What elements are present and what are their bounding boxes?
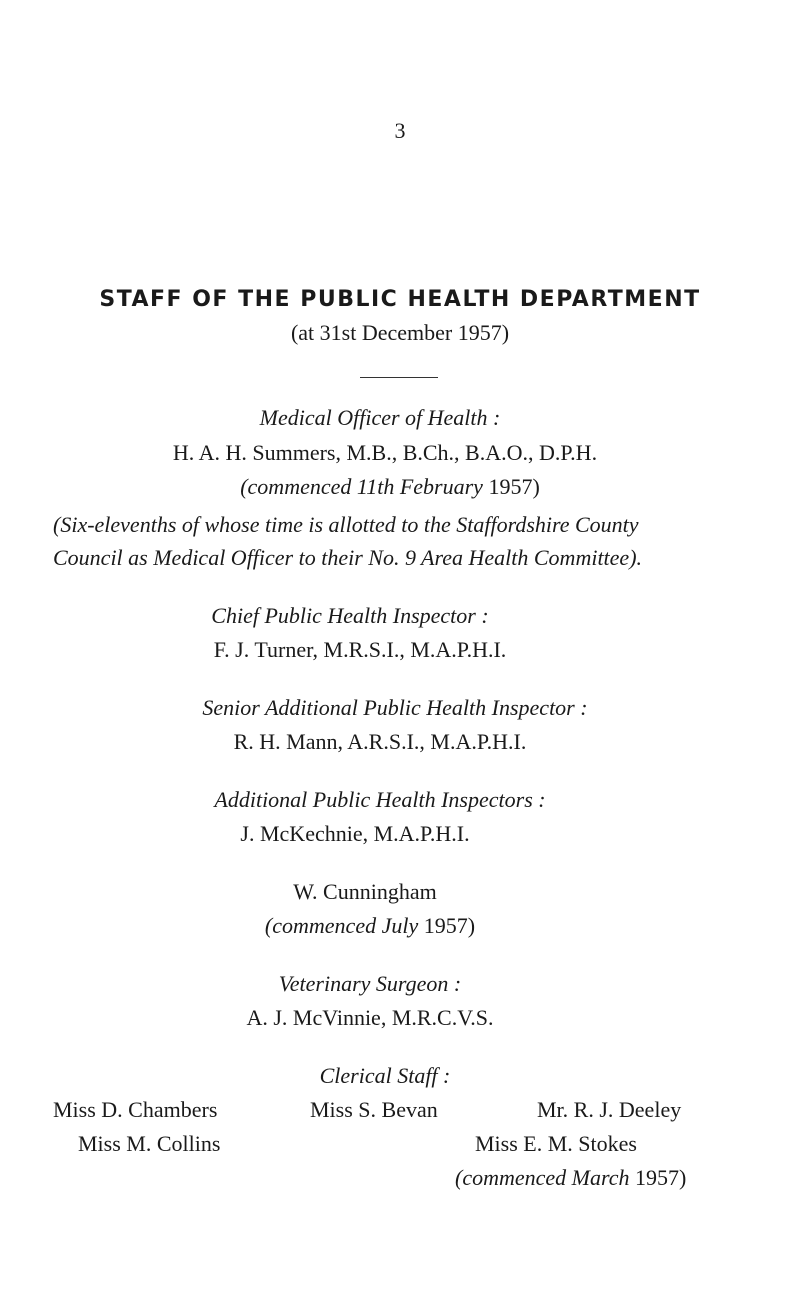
clerical-staff-2: Miss S. Bevan [310,1097,438,1122]
senior-phi-name: R. H. Mann, A.R.S.I., M.A.P.H.I. [233,729,527,754]
clerical-commenced: (commenced March 1957) [455,1165,687,1190]
chief-phi-name: F. J. Turner, M.R.S.I., M.A.P.H.I. [213,637,507,662]
clerical-staff-4: Miss M. Collins [78,1131,221,1156]
moh-note-line2: Council as Medical Officer to their No. 9 Area Health Committee). [53,545,643,570]
page-title: STAFF OF THE PUBLIC HEALTH DEPARTMENT [99,287,701,312]
clerical-staff-1: Miss D. Chambers [53,1097,218,1122]
additional-phi-commenced: (commenced July 1957) [264,913,476,938]
clerical-staff-3: Mr. R. J. Deeley [537,1097,682,1122]
clerical-staff-5: Miss E. M. Stokes [475,1131,637,1156]
additional-phi-heading: Additional Public Health Inspectors : [214,787,546,812]
page-subtitle: (at 31st December 1957) [290,320,510,345]
divider-rule [360,377,438,378]
vet-name: A. J. McVinnie, M.R.C.V.S. [246,1005,494,1030]
moh-commenced: (commenced 11th February 1957) [240,474,540,499]
vet-heading: Veterinary Surgeon : [278,971,462,996]
clerical-heading: Clerical Staff : [319,1063,451,1088]
additional-phi-name1: J. McKechnie, M.A.P.H.I. [240,821,470,846]
moh-note-line1: (Six-elevenths of whose time is allotted to the Staffordshire County [53,512,639,537]
moh-name: H. A. H. Summers, M.B., B.Ch., B.A.O., D.P.H. [172,440,598,465]
chief-phi-heading: Chief Public Health Inspector : [211,603,489,628]
additional-phi-name2: W. Cunningham [293,879,437,904]
page-number: 3 [394,118,406,143]
moh-heading: Medical Officer of Health : [259,405,501,430]
senior-phi-heading: Senior Additional Public Health Inspector : [202,695,588,720]
